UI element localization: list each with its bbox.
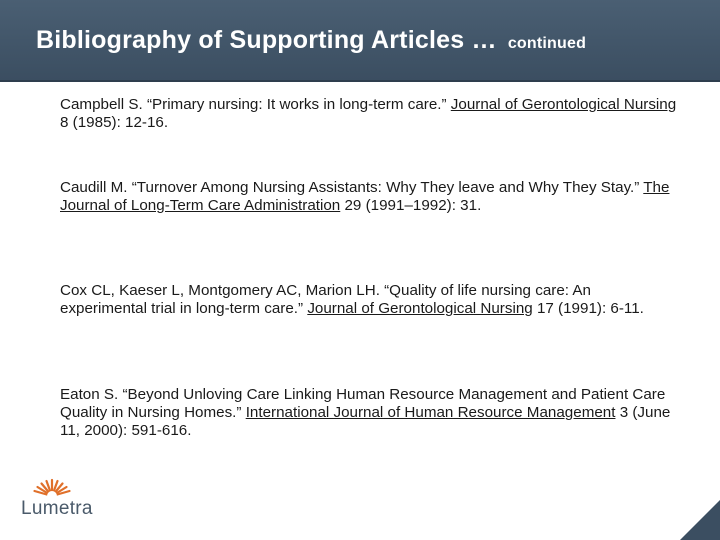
reference-text: Campbell S. “Primary nursing: It works in long-term care.” [60, 96, 451, 113]
reference-text: Cox CL, Kaeser L, Montgomery AC, Marion LH. “Quality of life nursing care: An experimental trial in long-term care.” [60, 282, 591, 317]
reference-text: Eaton S. “Beyond Unloving Care Linking Human Resource Management and Patient Care Quality in Nursing Homes.” [60, 386, 666, 421]
reference-item [60, 282, 680, 318]
reference-citation: 8 (1985): 12-16. [60, 114, 169, 131]
journal-title: The Journal of Long-Term Care Administration [60, 179, 670, 214]
reference-citation: 17 (1991): 6-11. [532, 300, 644, 317]
reference-item [60, 179, 680, 215]
slide-title [36, 26, 586, 55]
slide-header [0, 0, 720, 82]
logo-wordmark: Lumetra [21, 498, 93, 519]
reference-text: Caudill M. “Turnover Among Nursing Assistants: Why They leave and Why They Stay.” [60, 179, 644, 196]
journal-title: Journal of Gerontological Nursing [307, 300, 533, 317]
reference-item [60, 386, 680, 440]
reference-citation: 3 (June 11, 2000): 591-616. [60, 404, 671, 439]
journal-title: International Journal of Human Resource Management [245, 404, 616, 421]
reference-citation: 29 (1991–1992): 31. [340, 197, 482, 214]
title-suffix: continued [507, 35, 587, 52]
journal-title: Journal of Gerontological Nursing [450, 96, 677, 113]
reference-item [60, 96, 680, 132]
corner-decoration [680, 500, 720, 540]
title-text: Bibliography of Supporting Articles … [36, 26, 497, 54]
